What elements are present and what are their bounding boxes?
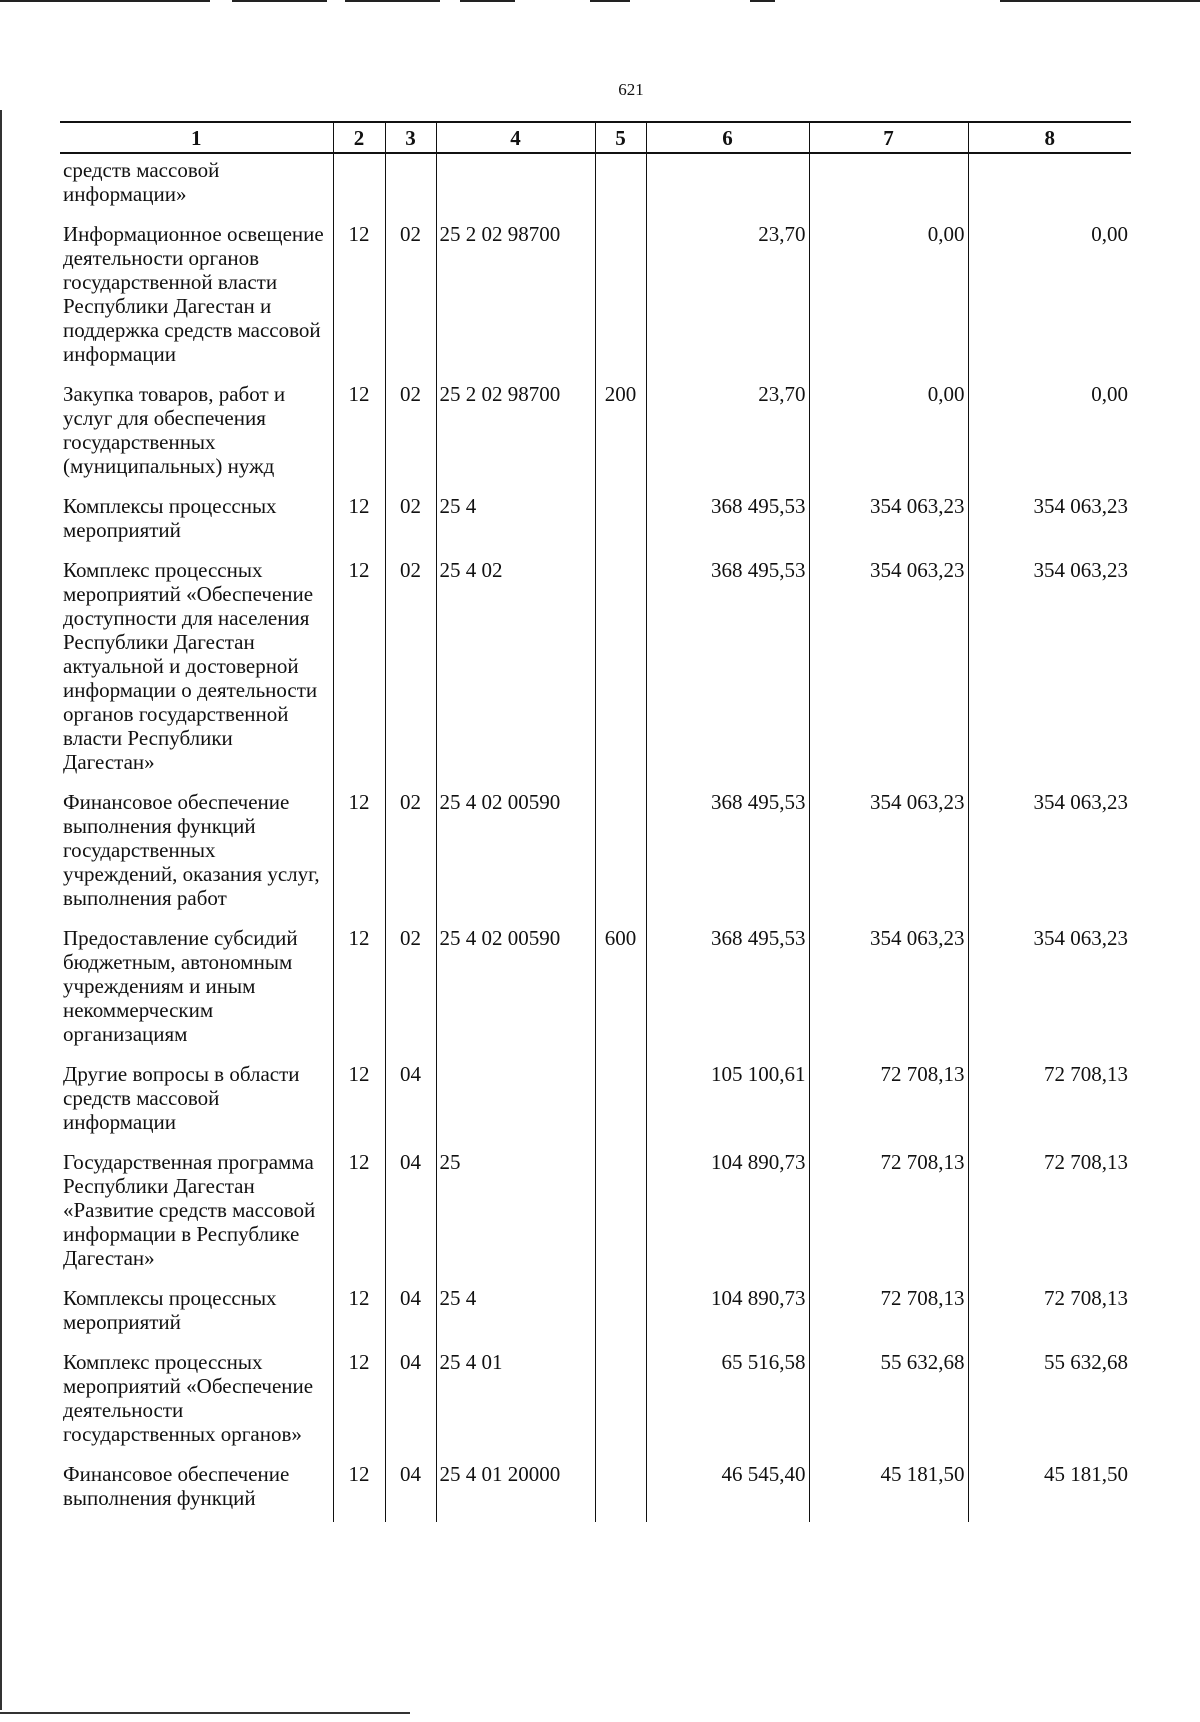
table-row xyxy=(60,554,1131,786)
scan-edge-bottom xyxy=(0,1712,410,1714)
row-amount-7: 354 063,23 xyxy=(809,490,968,554)
row-name: Комплекс процессных мероприятий «Обеспечение деятельности государственных органов» xyxy=(63,1350,314,1446)
table-row xyxy=(60,378,1131,490)
table-row xyxy=(60,786,1131,922)
row-section: 12 xyxy=(333,218,385,378)
table-row xyxy=(60,1282,1131,1346)
row-expense-type xyxy=(595,1058,646,1146)
row-expense-type: 600 xyxy=(595,922,646,1058)
row-subsection: 04 xyxy=(385,1458,436,1522)
row-name: Финансовое обеспечение выполнения функций xyxy=(63,1462,290,1510)
row-amount-7: 72 708,13 xyxy=(809,1146,968,1282)
row-amount-6: 368 495,53 xyxy=(646,922,809,1058)
row-section: 12 xyxy=(333,1458,385,1522)
col-header-1: 1 xyxy=(60,122,333,153)
row-amount-8: 72 708,13 xyxy=(968,1282,1131,1346)
table-row xyxy=(60,1146,1131,1282)
row-name: Комплексы процессных мероприятий xyxy=(63,494,277,542)
table-row xyxy=(60,1458,1131,1522)
row-amount-8: 72 708,13 xyxy=(968,1058,1131,1146)
row-name: Комплекс процессных мероприятий «Обеспечение доступности для населения Республики Дагестан актуальной и достоверной информации о деятельности органов государственной власти Республики Дагестан» xyxy=(63,558,318,774)
row-amount-6: 104 890,73 xyxy=(646,1146,809,1282)
row-target-article: 25 4 02 xyxy=(436,554,595,786)
row-amount-6: 65 516,58 xyxy=(646,1346,809,1458)
row-subsection: 02 xyxy=(385,922,436,1058)
row-subsection: 02 xyxy=(385,378,436,490)
row-amount-7 xyxy=(809,153,968,218)
row-expense-type: 200 xyxy=(595,378,646,490)
row-section: 12 xyxy=(333,1346,385,1458)
row-amount-8: 0,00 xyxy=(968,218,1131,378)
row-amount-6: 368 495,53 xyxy=(646,786,809,922)
row-name: Другие вопросы в области средств массовой информации xyxy=(63,1062,300,1134)
table-row xyxy=(60,153,1131,218)
row-subsection: 02 xyxy=(385,218,436,378)
row-amount-6: 23,70 xyxy=(646,378,809,490)
row-target-article: 25 4 xyxy=(436,1282,595,1346)
row-section: 12 xyxy=(333,922,385,1058)
row-amount-7: 354 063,23 xyxy=(809,554,968,786)
row-target-article: 25 2 02 98700 xyxy=(436,218,595,378)
row-target-article xyxy=(436,1058,595,1146)
table-row xyxy=(60,1346,1131,1458)
row-name: Предоставление субсидий бюджетным, автономным учреждениям и иным некоммерческим организациям xyxy=(63,926,298,1046)
row-target-article: 25 4 02 00590 xyxy=(436,922,595,1058)
row-amount-7: 72 708,13 xyxy=(809,1282,968,1346)
row-target-article: 25 4 xyxy=(436,490,595,554)
col-header-8: 8 xyxy=(968,122,1131,153)
row-expense-type xyxy=(595,1346,646,1458)
row-amount-8: 55 632,68 xyxy=(968,1346,1131,1458)
row-amount-8: 45 181,50 xyxy=(968,1458,1131,1522)
row-amount-8: 354 063,23 xyxy=(968,554,1131,786)
row-expense-type xyxy=(595,218,646,378)
table-row xyxy=(60,218,1131,378)
row-amount-7: 55 632,68 xyxy=(809,1346,968,1458)
row-subsection: 02 xyxy=(385,490,436,554)
row-amount-6: 23,70 xyxy=(646,218,809,378)
row-amount-6: 105 100,61 xyxy=(646,1058,809,1146)
row-section xyxy=(333,153,385,218)
row-subsection: 04 xyxy=(385,1346,436,1458)
row-expense-type xyxy=(595,786,646,922)
row-amount-7: 0,00 xyxy=(809,378,968,490)
row-target-article: 25 4 02 00590 xyxy=(436,786,595,922)
row-section: 12 xyxy=(333,1282,385,1346)
row-amount-6: 104 890,73 xyxy=(646,1282,809,1346)
row-amount-8: 354 063,23 xyxy=(968,922,1131,1058)
row-expense-type xyxy=(595,554,646,786)
row-name: Государственная программа Республики Дагестан «Развитие средств массовой информации в Республике Дагестан» xyxy=(63,1150,316,1270)
row-amount-8: 0,00 xyxy=(968,378,1131,490)
row-amount-8 xyxy=(968,153,1131,218)
row-amount-6: 46 545,40 xyxy=(646,1458,809,1522)
row-amount-8: 354 063,23 xyxy=(968,490,1131,554)
table-row xyxy=(60,1058,1131,1146)
row-amount-6: 368 495,53 xyxy=(646,490,809,554)
table-row xyxy=(60,922,1131,1058)
row-expense-type xyxy=(595,1458,646,1522)
row-target-article xyxy=(436,153,595,218)
header-row xyxy=(60,122,1131,153)
row-name: Финансовое обеспечение выполнения функций государственных учреждений, оказания услуг, выполнения работ xyxy=(63,790,320,910)
budget-table xyxy=(60,121,1131,1522)
row-section: 12 xyxy=(333,1058,385,1146)
row-subsection: 04 xyxy=(385,1058,436,1146)
row-subsection: 02 xyxy=(385,554,436,786)
row-amount-7: 45 181,50 xyxy=(809,1458,968,1522)
col-header-6: 6 xyxy=(646,122,809,153)
row-subsection: 04 xyxy=(385,1146,436,1282)
col-header-5: 5 xyxy=(595,122,646,153)
col-header-7: 7 xyxy=(809,122,968,153)
row-name: Закупка товаров, работ и услуг для обеспечения государственных (муниципальных) нужд xyxy=(63,382,286,478)
row-amount-7: 354 063,23 xyxy=(809,786,968,922)
scan-edge-top xyxy=(0,0,1200,2)
row-amount-8: 354 063,23 xyxy=(968,786,1131,922)
col-header-3: 3 xyxy=(385,122,436,153)
row-expense-type xyxy=(595,490,646,554)
row-amount-7: 354 063,23 xyxy=(809,922,968,1058)
row-subsection: 02 xyxy=(385,786,436,922)
row-amount-8: 72 708,13 xyxy=(968,1146,1131,1282)
row-amount-7: 0,00 xyxy=(809,218,968,378)
row-target-article: 25 2 02 98700 xyxy=(436,378,595,490)
table-row xyxy=(60,490,1131,554)
row-name: Комплексы процессных мероприятий xyxy=(63,1286,277,1334)
row-target-article: 25 4 01 20000 xyxy=(436,1458,595,1522)
col-header-2: 2 xyxy=(333,122,385,153)
row-expense-type xyxy=(595,153,646,218)
row-target-article: 25 xyxy=(436,1146,595,1282)
row-amount-7: 72 708,13 xyxy=(809,1058,968,1146)
row-subsection xyxy=(385,153,436,218)
scan-edge-left xyxy=(0,110,2,1710)
row-expense-type xyxy=(595,1146,646,1282)
row-target-article: 25 4 01 xyxy=(436,1346,595,1458)
row-section: 12 xyxy=(333,786,385,922)
row-section: 12 xyxy=(333,554,385,786)
row-section: 12 xyxy=(333,490,385,554)
row-name: Информационное освещение деятельности органов государственной власти Республики Дагестан и поддержка средств массовой информации xyxy=(63,222,324,366)
row-name: средств массовой информации» xyxy=(63,158,220,206)
row-subsection: 04 xyxy=(385,1282,436,1346)
row-amount-6 xyxy=(646,153,809,218)
row-amount-6: 368 495,53 xyxy=(646,554,809,786)
row-section: 12 xyxy=(333,378,385,490)
col-header-4: 4 xyxy=(436,122,595,153)
row-expense-type xyxy=(595,1282,646,1346)
row-section: 12 xyxy=(333,1146,385,1282)
page-number: 621 xyxy=(618,80,644,99)
